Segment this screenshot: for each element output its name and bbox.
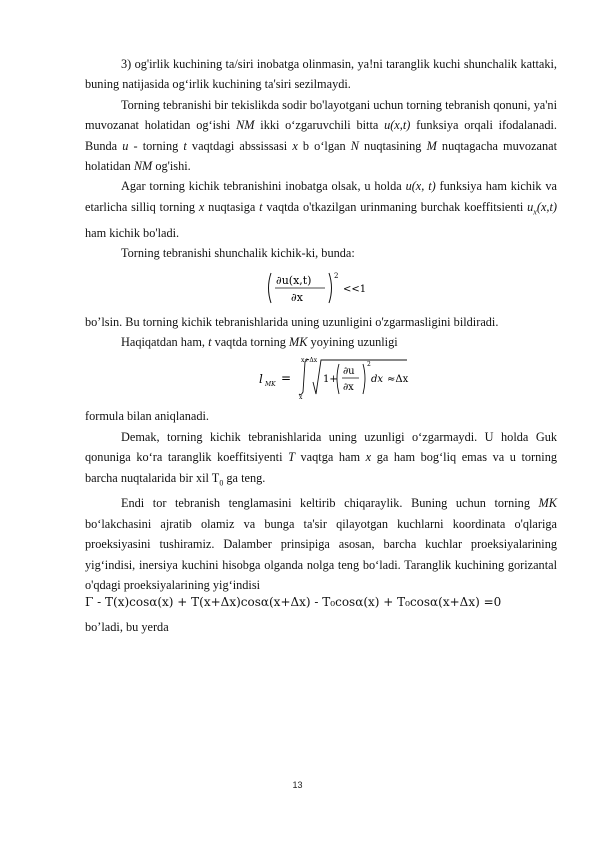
- page-number: 13: [292, 780, 303, 790]
- paragraph-2: Torning tebranishi bir tekislikda sodir bo'layotgani uchun torning tebranish qonuni, ya'ni muvozanat holatidan og‘ishi NM ikki o‘zgaruvchili bitta u(x,t) funksiya orqali ifodalanadi. Bunda u - torning t vaqtdagi abssissasi x b o‘lgan N nuqtasining M nuqtagacha muvozanat holatidan NM og'ishi.: [85, 97, 558, 174]
- paragraph-4: Torning tebranishi shunchalik kichik-ki, bunda:: [121, 246, 355, 261]
- svg-text:l: l: [259, 372, 263, 387]
- paragraph-3: Agar torning kichik tebranishini inobatga olsak, u holda u(x, t) funksiya ham kichik va etarlicha silliq torning x nuqtasiga t vaqtda o'tkazilgan urinmaning burchak koeffitsienti $u_x(x,t)$ ham kichik bo'ladi.: [85, 179, 557, 240]
- paragraph-5: bo’lsin. Bu torning kichik tebranishlarida uning uzunligini o'zgarmasligini bildiradi.: [85, 314, 499, 329]
- formula-derivative-squared: [263, 270, 373, 306]
- svg-text:2: 2: [367, 361, 371, 369]
- svg-text:dx: dx: [371, 374, 384, 386]
- svg-text:≈Δx: ≈Δx: [387, 374, 409, 386]
- svg-text:x+Δx: x+Δx: [301, 357, 318, 365]
- svg-text:∂x: ∂x: [291, 290, 303, 304]
- formula-horizontal-projection: Γ - T(x)cosα(x) + T(x+Δx)cosα(x+Δx) - T₀cosα(x) + T₀cosα(x+Δx) =0: [85, 595, 502, 610]
- document-body: [85, 54, 557, 638]
- svg-text:2: 2: [334, 271, 339, 280]
- paragraph-6: Haqiqatdan ham, t vaqtda torning MK yoyining uzunligi: [121, 334, 398, 349]
- paragraph-8: Demak, torning kichik tebranishlarida uning uzunligi o‘zgarmaydi. U holda Guk qonuniga ko‘ra taranglik koeffitsiyenti T vaqtga ham x ga ham bog‘liq emas va u torning barcha nuqtalarida bir xil $T_0$ ga teng.: [85, 429, 558, 487]
- svg-text:1+: 1+: [323, 374, 338, 386]
- formula-arc-length: [257, 356, 427, 400]
- svg-text:x: x: [299, 394, 303, 401]
- paragraph-7: formula bilan aniqlanadi.: [85, 409, 209, 424]
- svg-text:∂u(x,t): ∂u(x,t): [276, 273, 312, 287]
- paragraph-9: Endi tor tebranish tenglamasini keltirib chiqaraylik. Buning uchun torning MK bo‘lakchasini ajratib olamiz va bunga ta'sir qilayotgan kuchlarni koordinata o'qlariga proeksiyasini tushiramiz. Dalamber prinsipiga asosan, barcha kuchlar proeksiyalarining yig‘indisi, inersiya kuchini hisobga olganda nolga teng bo‘ladi. Taranglik kuchining gorizantal o'qdagi proeksiyalarining yig‘indisi: [85, 496, 557, 593]
- svg-text:∂u: ∂u: [343, 366, 355, 378]
- svg-text:=: =: [281, 371, 292, 386]
- paragraph-10: bo’ladi, bu yerda: [85, 620, 169, 635]
- svg-text:∂x: ∂x: [343, 382, 354, 394]
- paragraph-1: 3) og'irlik kuchining ta/siri inobatga olinmasin, ya!ni taranglik kuchi shunchalik kattaki, buning natijasida og‘irlik kuchining ta'siri sezilmaydi.: [85, 57, 557, 92]
- svg-text:<<1: <<1: [343, 283, 367, 295]
- svg-text:MK: MK: [265, 381, 276, 389]
